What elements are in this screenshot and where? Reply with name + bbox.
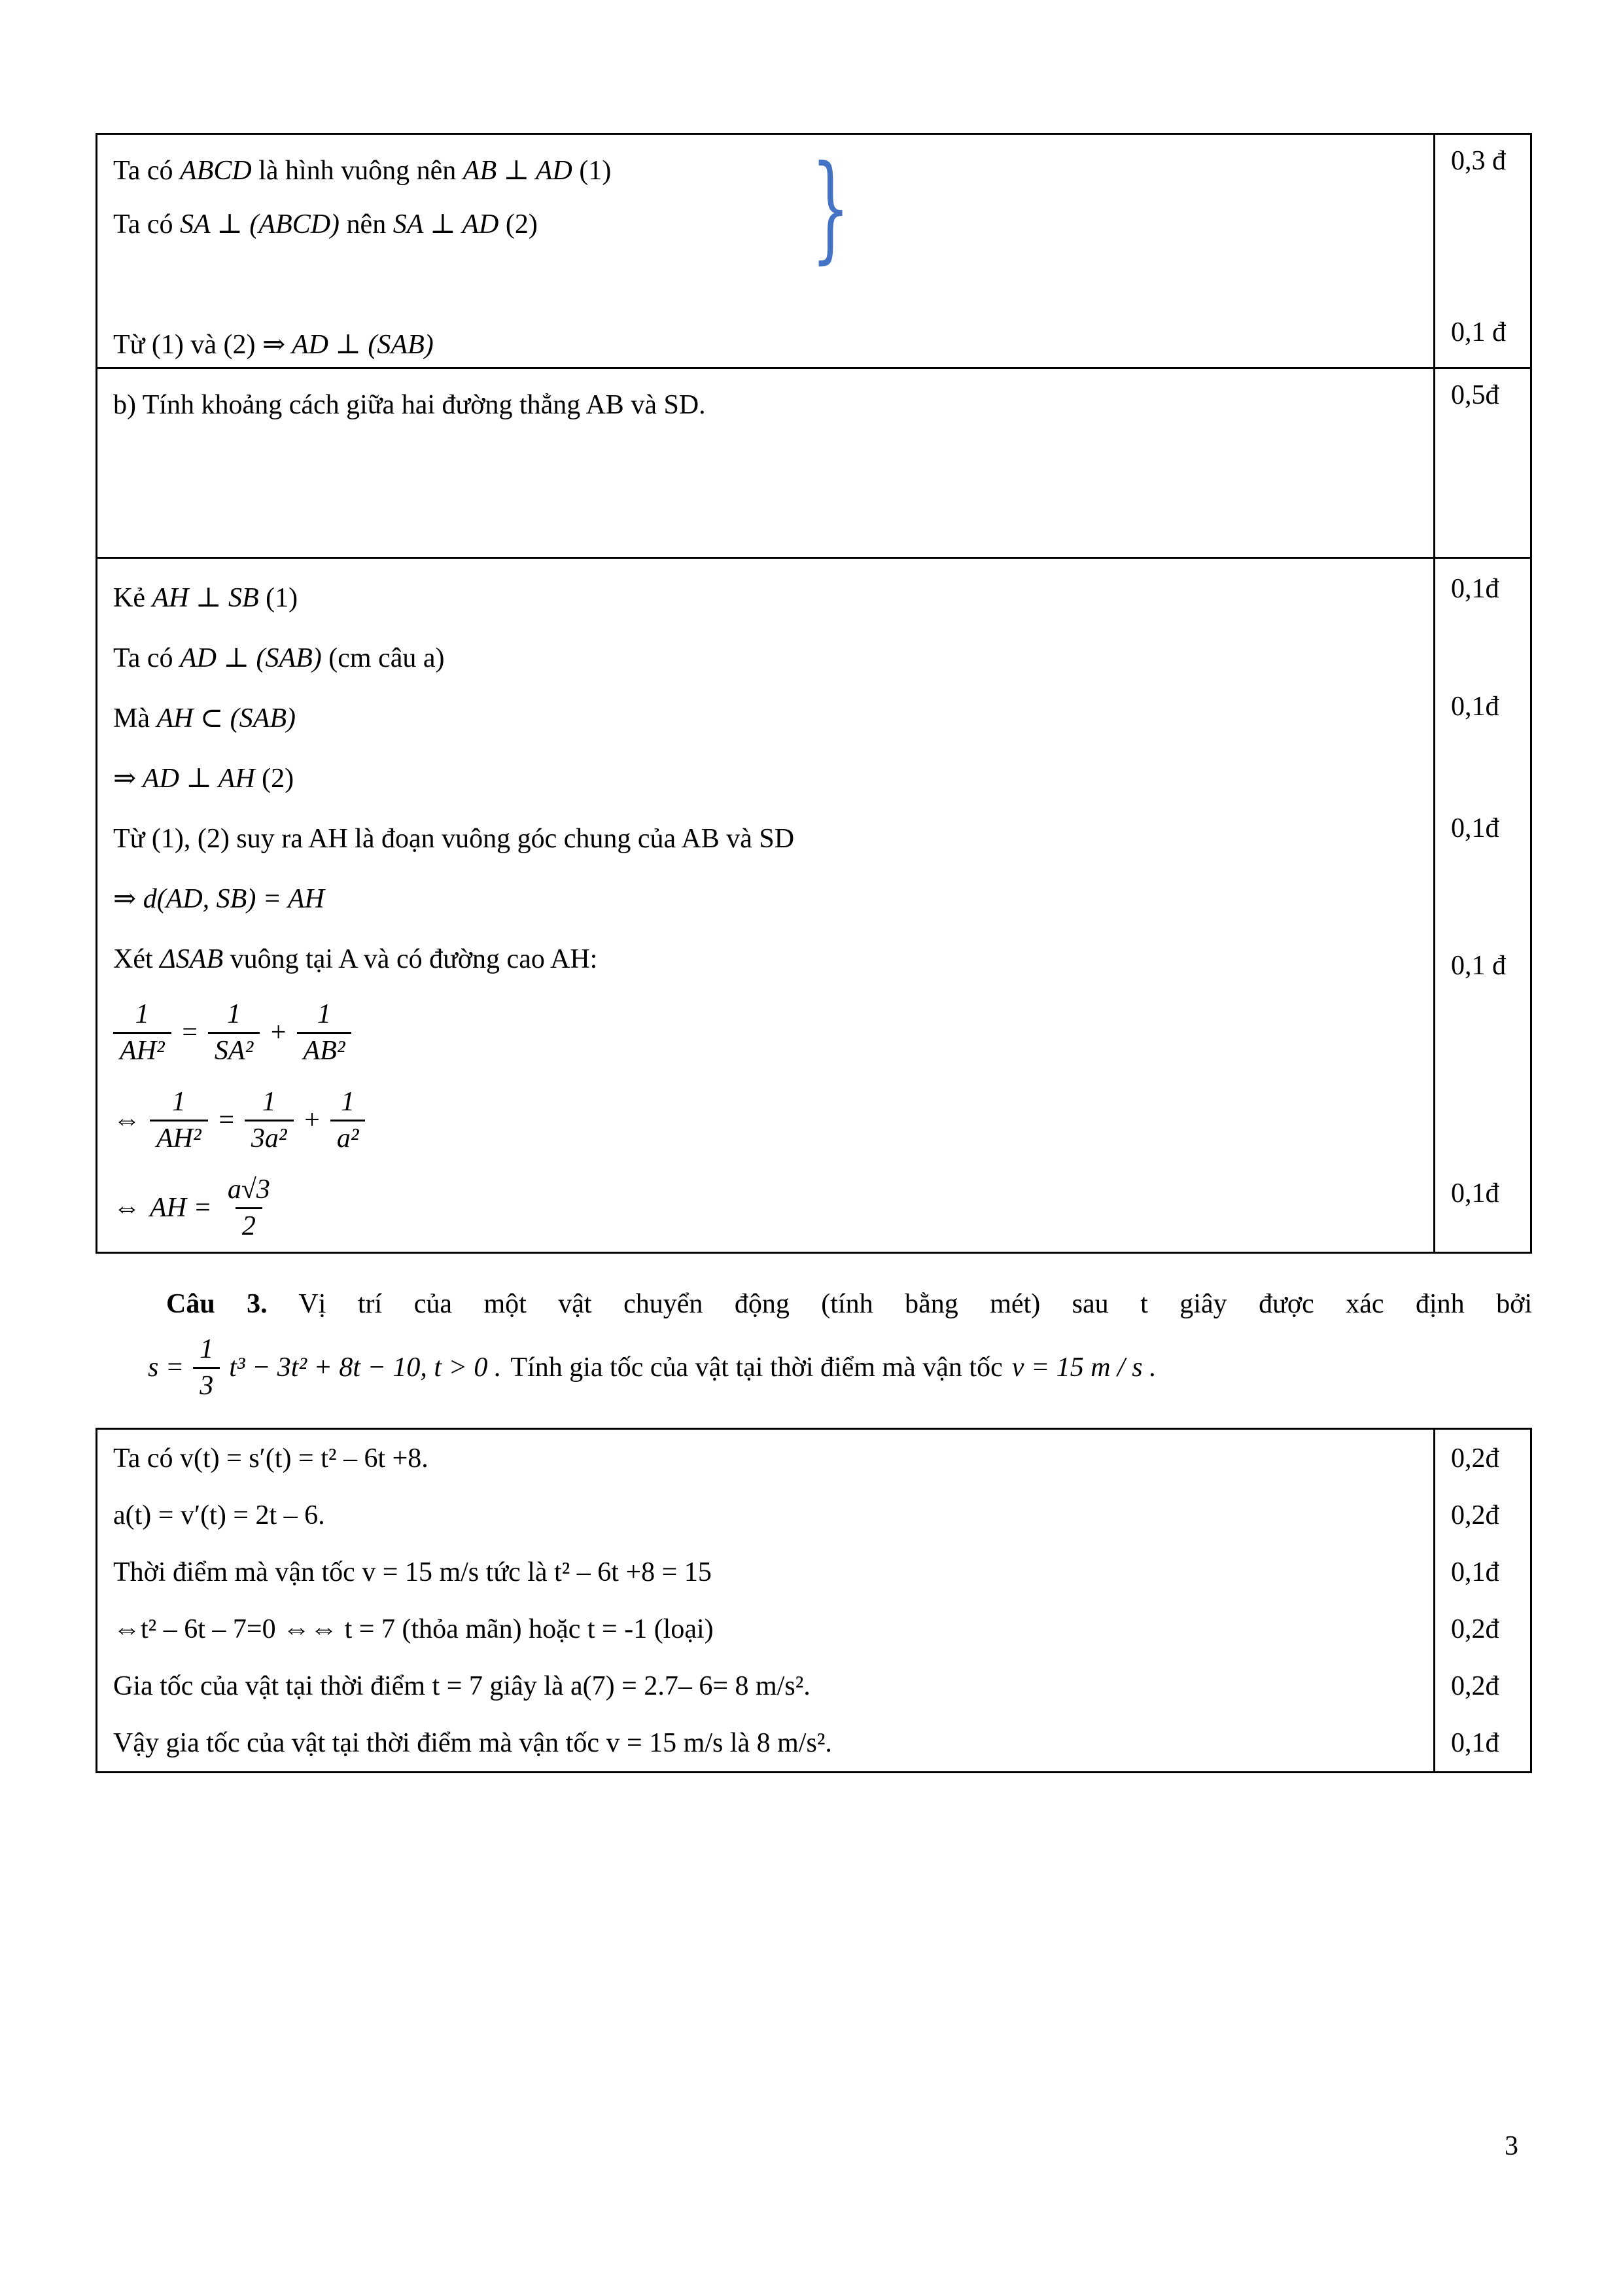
math-run: ⇒ AD ⊥ (SAB) — [262, 330, 434, 360]
text-run: Tính gia tốc của vật tại thời điểm mà vận tốc — [510, 1352, 1003, 1383]
score-label: 0,2đ — [1451, 1670, 1499, 1701]
fraction-denominator: 3a² — [245, 1120, 294, 1153]
fraction-denominator: AH² — [113, 1032, 171, 1065]
fraction — [245, 1087, 294, 1153]
fraction-numerator: a√3 — [227, 1174, 270, 1205]
proof-line — [113, 198, 1425, 251]
question-b-cell — [97, 369, 1433, 557]
equation-line — [113, 1000, 1425, 1065]
math-run: SA ⊥ (ABCD) — [180, 209, 340, 239]
text-run: là hình vuông nên — [251, 156, 463, 186]
points-cell — [1433, 135, 1530, 367]
math-run: AH ⊂ (SAB) — [156, 703, 296, 733]
fraction-denominator: AH² — [150, 1120, 208, 1153]
fraction-numerator: 1 — [227, 999, 241, 1029]
proof-line — [113, 688, 1425, 749]
fraction — [221, 1175, 277, 1241]
solution-line: Ta có v(t) = s′(t) = t² – 6t +8. — [113, 1443, 428, 1474]
math-run: AD ⊥ (SAB) — [180, 643, 322, 673]
fraction-numerator: 1 — [200, 1334, 214, 1364]
solution-b-cell — [97, 559, 1433, 1252]
equals-sign: = — [180, 1017, 199, 1048]
math-run: AB ⊥ AD — [462, 156, 572, 186]
fraction — [330, 1087, 366, 1153]
brace-icon: } — [811, 141, 850, 275]
score-label: 0,5đ — [1451, 380, 1499, 410]
points-column — [1433, 1430, 1530, 1771]
fraction-numerator: 1 — [317, 999, 331, 1029]
math-run: v = 15 m / s . — [1011, 1352, 1157, 1383]
score-label: 0,1đ — [1451, 1557, 1499, 1587]
proof-line — [113, 318, 1425, 372]
points-cell — [1433, 369, 1530, 557]
iff-arrow: ⇔ — [113, 1193, 141, 1224]
text-run: Ta có — [113, 643, 181, 673]
fraction — [208, 1000, 260, 1065]
text-run: (cm câu a) — [321, 643, 445, 673]
question-b-text: b) Tính khoảng cách giữa hai đường thẳng AB và SD. — [113, 390, 706, 420]
proof-line: Từ (1), (2) suy ra AH là đoạn vuông góc chung của AB và SD — [113, 824, 795, 854]
text-run: Ta có — [113, 156, 181, 186]
fraction-denominator: AB² — [297, 1032, 352, 1065]
score-label: 0,2đ — [1451, 1614, 1499, 1644]
fraction-numerator: 1 — [262, 1087, 276, 1118]
proof-line — [113, 568, 1425, 628]
math-run: AH = — [150, 1193, 212, 1224]
proof-a-cell — [97, 135, 1433, 367]
text-run: Mà — [113, 703, 157, 733]
iff-arrow: ⇔ — [113, 1105, 141, 1136]
fraction — [193, 1335, 220, 1400]
score-label: 0,2đ — [1451, 1500, 1499, 1530]
question-3-paragraph — [148, 1284, 1532, 1400]
score-label: 0,2đ — [1451, 1443, 1499, 1474]
points-cell — [1433, 559, 1530, 1252]
score-label: 0,3 đ — [1451, 146, 1506, 176]
text-run: (2) — [498, 209, 538, 239]
proof-line — [113, 144, 1425, 198]
fraction-numerator: 1 — [135, 999, 149, 1029]
question-3-label: Câu 3. — [166, 1289, 268, 1319]
math-run: ΔSAB — [160, 944, 224, 974]
proof-line — [113, 929, 1425, 989]
fraction-numerator: 1 — [171, 1087, 186, 1118]
score-label: 0,1đ — [1451, 1727, 1499, 1758]
proof-line — [113, 628, 1425, 688]
solution-line: ⇔t² – 6t – 7=0 ⇔⇔ t = 7 (thỏa mãn) hoặc t = -1 (loại) — [113, 1614, 714, 1644]
answer-table-2 — [96, 1428, 1532, 1773]
text-run: Kẻ — [113, 583, 152, 613]
fraction-denominator: a² — [330, 1120, 366, 1153]
proof-line: ⇒ d(AD, SB) = AH — [113, 884, 324, 914]
page-content — [96, 133, 1532, 1773]
math-run: SA ⊥ AD — [393, 209, 499, 239]
math-run: t³ − 3t² + 8t − 10, t > 0 . — [229, 1352, 502, 1383]
fraction — [297, 1000, 352, 1065]
score-label: 0,1đ — [1451, 1178, 1499, 1209]
solution-line: a(t) = v′(t) = 2t – 6. — [113, 1500, 325, 1530]
math-run: AH ⊥ SB — [152, 583, 259, 613]
equation-line — [113, 1087, 1425, 1153]
text-run: vuông tại A và có đường cao AH: — [223, 944, 598, 974]
question-3-text: Vị trí của một vật chuyển động (tính bằng mét) sau t giây được xác định bởi — [298, 1289, 1532, 1319]
text-run: (1) — [572, 156, 612, 186]
math-run: s = — [148, 1352, 184, 1383]
equation-line — [113, 1175, 1425, 1241]
text-run: nên — [340, 209, 393, 239]
fraction-denominator: 2 — [236, 1207, 262, 1241]
equals-sign: = — [217, 1105, 236, 1136]
question-3-line1 — [148, 1284, 1532, 1324]
proof-line — [113, 749, 1425, 809]
fraction-numerator: 1 — [341, 1087, 355, 1118]
page-number: 3 — [1505, 2131, 1518, 2161]
table-row-proof-a — [97, 135, 1530, 367]
fraction-denominator: 3 — [193, 1367, 220, 1400]
fraction-denominator: SA² — [208, 1032, 260, 1065]
score-label: 0,1đ — [1451, 692, 1499, 722]
score-label: 0,1 đ — [1451, 951, 1506, 981]
text-run: (1) — [258, 583, 298, 613]
text-run: Xét — [113, 944, 160, 974]
table-row-solution-b — [97, 557, 1530, 1252]
text-run: (2) — [254, 764, 294, 794]
score-label: 0,1đ — [1451, 813, 1499, 843]
math-run: ABCD — [180, 156, 252, 186]
score-label: 0,1 đ — [1451, 317, 1506, 347]
score-label: 0,1đ — [1451, 574, 1499, 604]
spacer — [113, 251, 1425, 318]
plus-sign: + — [302, 1105, 321, 1136]
table-row-question-b — [97, 367, 1530, 557]
text-run: Ta có — [113, 209, 181, 239]
answer-table-1 — [96, 133, 1532, 1254]
solution-column — [97, 1430, 1433, 1771]
text-run: Từ (1) và (2) — [113, 330, 263, 360]
question-3-line2 — [148, 1335, 1532, 1400]
fraction — [113, 1000, 171, 1065]
solution-line: Vậy gia tốc của vật tại thời điểm mà vận tốc v = 15 m/s là 8 m/s². — [113, 1727, 832, 1758]
plus-sign: + — [269, 1017, 288, 1048]
math-run: ⇒ AD ⊥ AH — [113, 764, 255, 794]
fraction — [150, 1087, 208, 1153]
solution-line: Thời điểm mà vận tốc v = 15 m/s tức là t² – 6t +8 = 15 — [113, 1557, 712, 1587]
solution-line: Gia tốc của vật tại thời điểm t = 7 giây là a(7) = 2.7– 6= 8 m/s². — [113, 1670, 811, 1701]
